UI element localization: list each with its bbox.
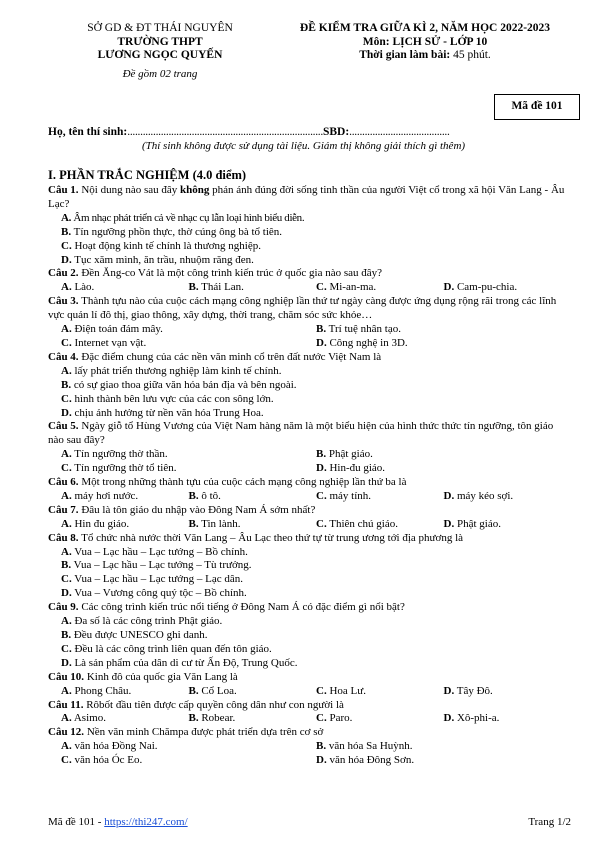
option-5a: A. Tín ngưỡng thờ thần. — [61, 448, 168, 461]
pages-note: Đề gồm 02 trang — [122, 67, 198, 80]
option-4a: A. lấy phát triển thương nghiệp làm kinh tế chính. — [61, 364, 282, 377]
exam-code-box: Mã đề 101 — [494, 94, 580, 120]
option-12d: D. văn hóa Đông Sơn. — [316, 754, 415, 767]
option-8d: D. Vua – Vương công quý tộc – Bồ chính. — [61, 587, 247, 600]
question-4: Câu 4. Đặc điểm chung của các nền văn minh cổ trên đất nước Việt Nam là — [48, 350, 382, 363]
question-9: Câu 9. Các công trình kiến trúc nổi tiếng ở Đông Nam Á có đặc điểm gì nổi bật? — [48, 601, 405, 614]
options-row-7 — [48, 518, 571, 532]
question-12: Câu 12. Nền văn minh Chămpa được phát triển dựa trên cơ sở — [48, 726, 324, 739]
option-7a: A. Hin đu giáo. — [61, 517, 130, 530]
exam-title: ĐỀ KIỂM TRA GIỮA KÌ 2, NĂM HỌC 2022-2023 — [299, 22, 551, 34]
option-5c: C. Tín ngưỡng thờ tổ tiên. — [61, 462, 177, 475]
options-row-3b — [48, 337, 571, 351]
footer-left — [48, 815, 188, 829]
options-row-6 — [48, 490, 571, 504]
option-12a: A. văn hóa Đồng Nai. — [61, 740, 158, 753]
option-12c: C. văn hóa Óc Eo. — [61, 754, 143, 767]
option-4b: B. có sự giao thoa giữa văn hóa bản địa và bên ngoài. — [61, 378, 297, 391]
question-1 — [48, 184, 571, 212]
exam-header — [270, 22, 580, 63]
option-10b: B. Cổ Loa. — [188, 684, 237, 697]
option-5b: B. Phật giáo. — [316, 448, 373, 461]
question-6: Câu 6. Một trong những thành tựu của cuộc cách mạng công nghiệp lần thứ ba là — [48, 476, 407, 489]
option-8b: B. Vua – Lạc hầu – Lạc tướng – Tù trưởng. — [61, 559, 252, 572]
school-type: TRƯỜNG THPT — [117, 35, 203, 48]
question-10: Câu 10. Kinh đô của quốc gia Văn Lang là — [48, 670, 238, 683]
option-11b: B. Robear. — [188, 712, 236, 725]
option-7c: C. Thiên chú giáo. — [316, 517, 398, 530]
footer-code: Mã đề 101 - — [48, 816, 105, 828]
option-3b: B. Trí tuệ nhân tạo. — [316, 323, 401, 336]
option-9b: B. Đều được UNESCO ghi danh. — [61, 629, 208, 641]
option-6c: C. máy tính. — [316, 489, 372, 502]
option-6a: A. máy hơi nước. — [61, 489, 139, 502]
exam-body — [48, 167, 571, 768]
option-3a: A. Điện toán đám mây. — [61, 323, 163, 336]
question-8: Câu 8. Tổ chức nhà nước thời Văn Lang – Âu Lạc theo thứ tự từ trung ương tới địa phương là — [48, 531, 464, 544]
options-row-3a — [48, 323, 571, 337]
name-label: Họ, tên thí sinh: — [48, 126, 128, 138]
section-title: I. PHẦN TRẮC NGHIỆM (4.0 điểm) — [48, 168, 247, 182]
option-9d: D. Là sản phẩm của dân di cư từ Ấn Độ, Trung Quốc. — [61, 656, 298, 669]
option-9a: A. Đa số là các công trình Phật giáo. — [61, 615, 223, 628]
option-7d: D. Phật giáo. — [443, 517, 501, 530]
department-name: SỞ GD & ĐT THÁI NGUYÊN — [87, 22, 233, 34]
options-row-11 — [48, 712, 571, 726]
options-row-2 — [48, 281, 571, 295]
option-12b: B. văn hóa Sa Huỳnh. — [316, 740, 413, 753]
option-10a: A. Phong Châu. — [61, 684, 132, 697]
option-4c: C. hình thành bên lưu vực của các con sông lớn. — [61, 392, 274, 405]
option-8a: A. Vua – Lạc hầu – Lạc tướng – Bồ chính. — [61, 545, 248, 558]
option-8c: C. Vua – Lạc hầu – Lạc tướng – Lạc dân. — [61, 573, 243, 586]
option-10c: C. Hoa Lư. — [316, 684, 366, 697]
exam-time — [270, 49, 580, 63]
option-4d: D. chịu ảnh hưởng từ nền văn hóa Trung Hoa. — [61, 406, 264, 419]
page-number: Trang 1/2 — [528, 816, 571, 828]
question-5: Câu 5. Ngày giỗ tổ Hùng Vương của Việt Nam hàng năm là một biểu hiện của hình thức thức tín ngưỡng, tôn giáo nào sau đây? — [48, 420, 554, 447]
sbd-label: SBD: — [322, 126, 350, 138]
question-label: Câu 1. — [48, 184, 79, 196]
option-1a: A. Âm nhạc phát triển cả về nhạc cụ lẫn loại hình biểu diễn. — [61, 211, 305, 224]
option-2d: D. Cam-pu-chia. — [443, 281, 518, 294]
option-2a: A. Lào. — [61, 281, 95, 294]
option-11a: A. Asimo. — [61, 712, 106, 725]
exam-subject: Môn: LỊCH SỬ - LỚP 10 — [362, 35, 488, 48]
time-label: Thời gian làm bài: — [359, 49, 451, 61]
exam-instructions: (Thí sinh không được sử dụng tài liệu. Giám thị không giải thích gì thêm) — [141, 140, 466, 152]
option-7b: B. Tin lành. — [188, 517, 241, 530]
question-7: Câu 7. Đâu là tôn giáo du nhập vào Đông Nam Á sớm nhất? — [48, 503, 316, 516]
option-11d: D. Xô-phi-a. — [443, 712, 500, 725]
student-info-line — [48, 125, 559, 139]
option-10d: D. Tây Đô. — [443, 684, 493, 697]
question-text: Nội dung nào sau đây — [78, 184, 180, 196]
page-footer — [48, 815, 571, 829]
question-text: phản ánh đúng đời sống tinh thần của người Việt cổ trong xã hội Văn Lang - Âu Lạc? — [48, 184, 565, 210]
option-2c: C. Mi-an-ma. — [316, 281, 377, 294]
option-3c: C. Internet vạn vật. — [61, 336, 147, 349]
time-value: 45 phút. — [450, 49, 491, 61]
options-row-5b — [48, 462, 571, 476]
option-11c: C. Paro. — [316, 712, 353, 725]
question-3: Câu 3. Thành tựu nào của cuộc cách mạng công nghiệp lần thứ tư ngày càng được ứng dụng rộng rãi trong các lĩnh vực quản lí đô thị, giao thông, xây dựng, thời trang, chăm sóc sức khỏe… — [48, 295, 557, 322]
question-2: Câu 2. Đền Ăng-co Vát là một công trình kiến trúc ở quốc gia nào sau đây? — [48, 267, 383, 280]
options-row-5a — [48, 448, 571, 462]
options-row-10 — [48, 685, 571, 699]
footer-link[interactable]: https://thi247.com/ — [104, 816, 188, 828]
options-row-12b — [48, 754, 571, 768]
school-header — [60, 22, 260, 81]
option-9c: C. Đều là các công trình liên quan đến tôn giáo. — [61, 642, 272, 655]
option-6d: D. máy kéo sợi. — [443, 489, 514, 502]
option-1b: B. Tín ngưỡng phồn thực, thờ cúng ông bà tổ tiên. — [61, 225, 283, 238]
options-row-12a — [48, 740, 571, 754]
sbd-blank: ....................................... — [349, 126, 450, 138]
option-1d: D. Tục xăm mình, ăn trầu, nhuộm răng đen. — [61, 253, 254, 266]
option-1c: C. Hoạt động kinh tế chính là thương nghiệp. — [61, 239, 261, 252]
question-keyword: không — [180, 184, 210, 196]
question-11: Câu 11. Rôbốt đầu tiên được cấp quyền công dân như con người là — [48, 698, 344, 711]
school-name: LƯƠNG NGỌC QUYẾN — [97, 49, 223, 61]
name-blank: ............................................................................ — [127, 126, 323, 138]
option-6b: B. ô tô. — [188, 489, 221, 502]
option-5d: D. Hin-đu giáo. — [316, 462, 386, 475]
option-3d: D. Công nghệ in 3D. — [316, 336, 408, 349]
option-2b: B. Thái Lan. — [188, 281, 244, 294]
